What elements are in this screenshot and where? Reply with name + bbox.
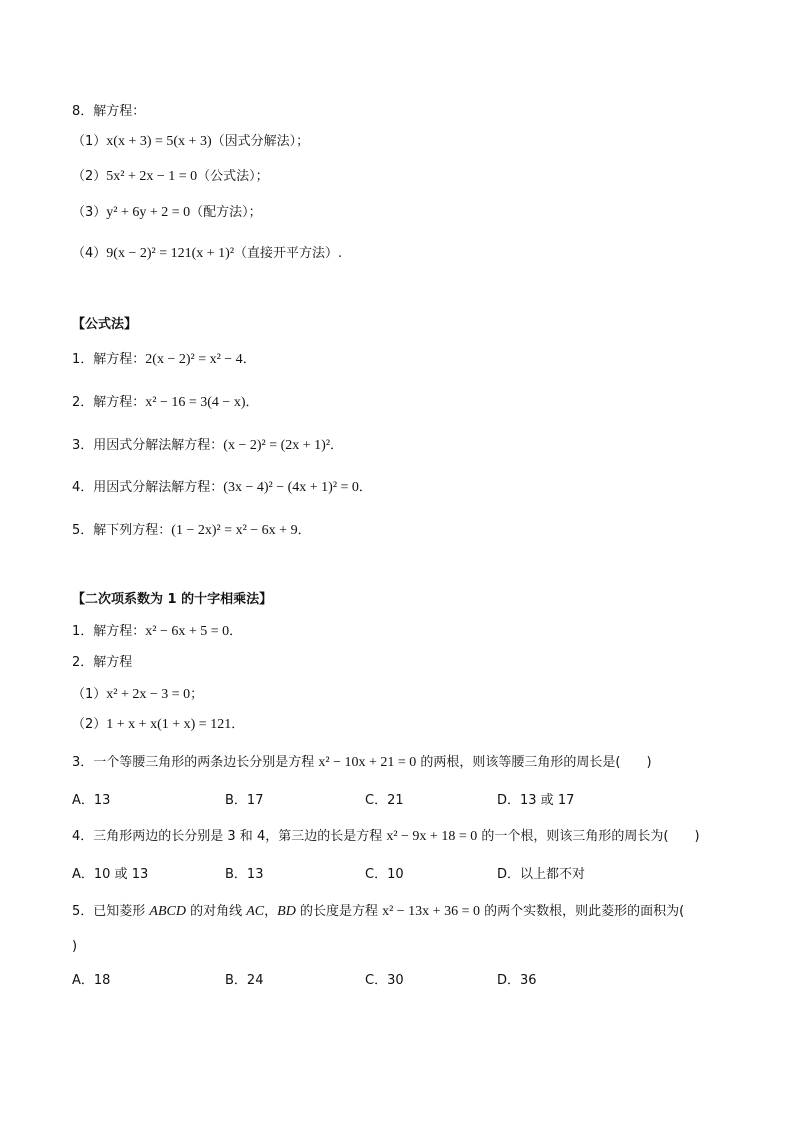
question-text: 的一个根，则该三角形的周长为( ) xyxy=(477,829,700,844)
segment-name: AC xyxy=(246,904,265,919)
equation: y² + 6y + 2 = 0 xyxy=(106,205,191,220)
equation: x² − 16 = 3(4 − x) xyxy=(145,395,246,410)
punct: ． xyxy=(229,624,243,639)
punct: ． xyxy=(231,717,245,732)
question-text: ， xyxy=(264,904,278,919)
part-label: （4） xyxy=(72,246,107,261)
option-a[interactable]: A．18 xyxy=(72,973,111,988)
part-label: （2） xyxy=(72,169,107,184)
problem-8-part-3 xyxy=(72,204,262,222)
part-label: （1） xyxy=(72,134,107,149)
formula-q2 xyxy=(72,394,259,412)
formula-q4 xyxy=(72,479,372,497)
option-a[interactable]: A．10 或 13 xyxy=(72,867,149,882)
equation: (x − 2)² = (2x + 1)² xyxy=(223,438,331,453)
option-d[interactable]: D．以上都不对 xyxy=(497,867,586,882)
problem-8-part-2 xyxy=(72,168,269,186)
question-text: 的对角线 xyxy=(185,904,247,919)
question-text: 的长度是方程 xyxy=(295,904,383,919)
question-text: 3．用因式分解法解方程： xyxy=(72,438,224,453)
punct: ． xyxy=(330,438,344,453)
cross-q1 xyxy=(72,623,242,641)
problem-8-title: 8．解方程： xyxy=(72,104,146,119)
question-text: 5．已知菱形 xyxy=(72,904,150,919)
option-c[interactable]: C．10 xyxy=(365,867,404,882)
equation: x² − 9x + 18 = 0 xyxy=(386,829,478,844)
cross-q5-continuation: ) xyxy=(72,939,78,954)
punct: ． xyxy=(358,480,372,495)
equation: 9(x − 2)² = 121(x + 1)² xyxy=(106,246,235,261)
method-note: （公式法）； xyxy=(197,169,269,184)
cross-heading: 【二次项系数为 1 的十字相乘法】 xyxy=(72,592,273,607)
punct: ． xyxy=(297,523,311,538)
question-text: 4．用因式分解法解方程： xyxy=(72,480,224,495)
cross-q2-part-2 xyxy=(72,716,244,734)
equation: x² − 10x + 21 = 0 xyxy=(318,755,417,770)
question-text: 2．解方程： xyxy=(72,395,146,410)
part-label: （2） xyxy=(72,717,107,732)
punct: ． xyxy=(242,352,256,367)
option-b[interactable]: B．24 xyxy=(225,973,264,988)
question-text: 1．解方程： xyxy=(72,352,146,367)
problem-8-part-4 xyxy=(72,245,342,263)
question-text: 1．解方程： xyxy=(72,624,146,639)
option-c[interactable]: C．30 xyxy=(365,973,404,988)
part-label: （3） xyxy=(72,205,107,220)
question-text: 5．解下列方程： xyxy=(72,523,172,538)
equation: x² − 13x + 36 = 0 xyxy=(382,904,480,919)
option-b[interactable]: B．17 xyxy=(225,793,264,808)
question-text: 4．三角形两边的长分别是 3 和 4，第三边的长是方程 xyxy=(72,829,387,844)
question-text: 的两个实数根，则此菱形的面积为( xyxy=(479,904,685,919)
method-note: （直接开平方法）. xyxy=(234,246,343,261)
option-d[interactable]: D．13 或 17 xyxy=(497,793,575,808)
option-d[interactable]: D．36 xyxy=(497,973,537,988)
method-note: （配方法）； xyxy=(190,205,262,220)
punct: ； xyxy=(190,687,204,702)
part-label: （1） xyxy=(72,687,107,702)
option-a[interactable]: A．13 xyxy=(72,793,111,808)
question-text: 3．一个等腰三角形的两条边长分别是方程 xyxy=(72,755,319,770)
formula-q3 xyxy=(72,437,343,455)
method-note: （因式分解法）； xyxy=(211,134,310,149)
cross-q5 xyxy=(72,903,684,921)
equation: 1 + x + x(1 + x) = 121 xyxy=(106,717,232,732)
formula-q1 xyxy=(72,351,256,369)
problem-8-part-1 xyxy=(72,133,309,151)
option-b[interactable]: B．13 xyxy=(225,867,264,882)
option-c[interactable]: C．21 xyxy=(365,793,404,808)
cross-q2-part-1 xyxy=(72,686,203,704)
cross-q4 xyxy=(72,828,700,846)
equation: x² + 2x − 3 = 0 xyxy=(106,687,191,702)
formula-heading: 【公式法】 xyxy=(72,317,138,332)
equation: 2(x − 2)² = x² − 4 xyxy=(145,352,243,367)
question-text: 的两根，则该等腰三角形的周长是( ) xyxy=(416,755,652,770)
equation: 5x² + 2x − 1 = 0 xyxy=(106,169,198,184)
equation: x(x + 3) = 5(x + 3) xyxy=(106,134,212,149)
equation: (1 − 2x)² = x² − 6x + 9 xyxy=(171,523,298,538)
equation: (3x − 4)² − (4x + 1)² = 0 xyxy=(223,480,359,495)
punct: ． xyxy=(245,395,259,410)
cross-q3 xyxy=(72,754,652,772)
cross-q2: 2．解方程 xyxy=(72,655,133,670)
formula-q5 xyxy=(72,522,311,540)
segment-name: BD xyxy=(277,904,296,919)
shape-name: ABCD xyxy=(149,904,186,919)
equation: x² − 6x + 5 = 0 xyxy=(145,624,230,639)
